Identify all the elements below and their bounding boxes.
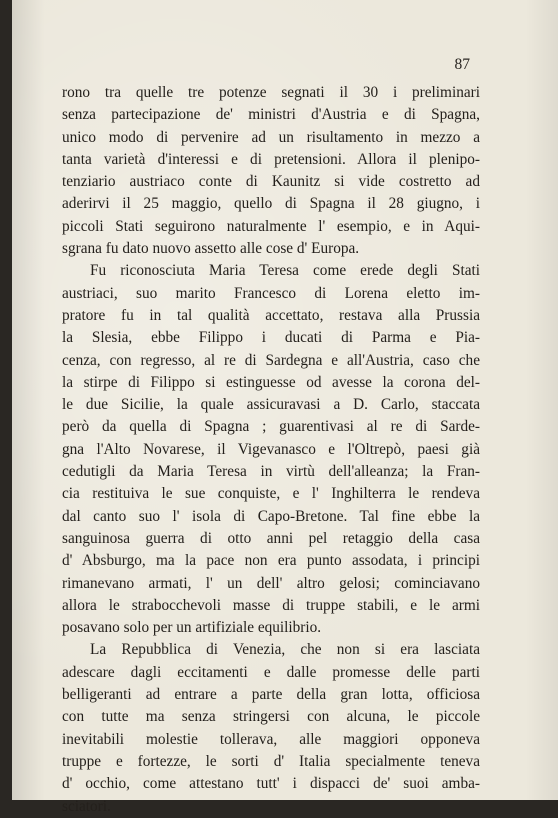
text-line: inevitabili molestie tollerava, alle maggiori opponeva [62,730,480,748]
text-line: Fu riconosciuta Maria Teresa come erede degli Stati [90,262,480,280]
text-line: rono tra quelle tre potenze segnati il 30 i preliminari [62,84,480,101]
text-line: allora le strabocchevoli masse di truppe stabili, e le armi [62,596,480,614]
text-line: d' Absburgo, ma la pace non era punto assodata, i principi [62,552,480,570]
text-line: d' occhio, come attestano tutt' i dispacci de' suoi amba- [62,775,480,793]
text-line: dal canto suo l' isola di Capo-Bretone. Tal fine ebbe la [62,507,480,525]
book-page [12,0,558,815]
text-line: truppe e fortezze, le sorti d' Italia specialmente teneva [62,752,480,770]
text-line: rimanevano armati, l' un dell' altro gelosi; cominciavano [62,574,480,592]
text-line: unico modo di pervenire ad un risultamento in mezzo a [62,128,480,146]
text-line: aderirvi il 25 maggio, quello di Spagna il 28 giugno, i [62,195,480,213]
text-line: gna l'Alto Novarese, il Vigevanasco e l'Oltrepò, paesi già [62,440,480,458]
text-line: La Repubblica di Venezia, che non si era lasciata [90,641,480,659]
text-line: tenziario austriaco conte di Kaunitz si vide costretto ad [62,173,480,191]
text-line: tanta varietà d'interessi e di pretensioni. Allora il plenipo- [62,150,480,168]
text-line: sciatori. [62,797,111,815]
text-line: austriaci, suo marito Francesco di Lorena eletto im- [62,284,480,302]
text-line: sanguinosa guerra di otto anni pel retaggio della casa [62,529,480,547]
text-line: cedutigli da Maria Teresa in virtù dell'alleanza; la Fran- [62,463,480,481]
text-line: però da quella di Spagna ; guarentivasi al re di Sarde- [62,418,480,436]
text-line: la stirpe di Filippo si estinguesse od avesse la corona del- [62,373,480,391]
text-line: le due Sicilie, la quale assicuravasi a D. Carlo, staccata [62,396,480,414]
text-line: adescare dagli eccitamenti e dalle promesse delle parti [62,663,480,681]
text-line: senza partecipazione de' ministri d'Austria e di Spagna, [62,106,480,124]
text-line: pratore fu in tal qualità accettato, restava alla Prussia [62,306,480,324]
text-line: sgrana fu dato nuovo assetto alle cose d' Europa. [62,240,360,258]
text-line: cia restituiva le sue conquiste, e l' Inghilterra le rendeva [62,485,480,503]
text-line: cenza, con regresso, al re di Sardegna e all'Austria, caso che [62,351,480,369]
body-text [62,82,480,818]
text-line: piccoli Stati seguirono naturalmente l' esempio, e in Aqui- [62,217,480,235]
text-line: posavano solo per un artifiziale equilibrio. [62,619,322,637]
text-line: con tutte ma senza stringersi con alcuna, le piccole [62,708,480,726]
text-line: la Slesia, ebbe Filippo i ducati di Parma e Pia- [62,329,480,347]
text-line: belligeranti ad entrare a parte della gran lotta, officiosa [62,686,480,704]
page-number: 87 [454,56,470,73]
